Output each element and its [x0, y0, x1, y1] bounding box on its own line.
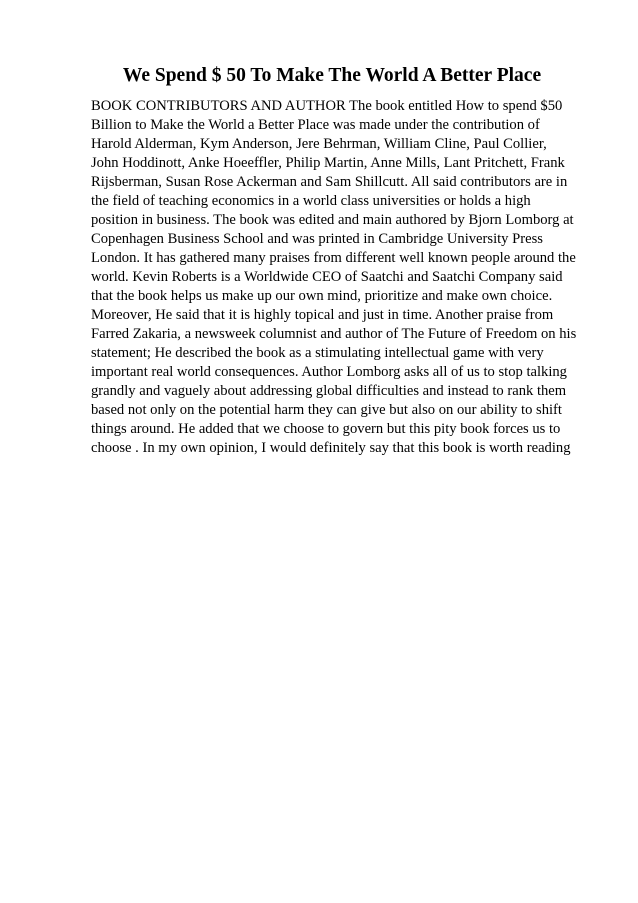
text-line: things around. He added that we choose to govern but this pity book forces us to	[91, 421, 561, 437]
text-line: world. Kevin Roberts is a Worldwide CEO of Saatchi and Saatchi Company said	[91, 269, 563, 285]
text-line: based not only on the potential harm they can give but also on our ability to shift	[91, 402, 562, 418]
text-line: Harold Alderman, Kym Anderson, Jere Behrman, William Cline, Paul Collier,	[91, 136, 547, 152]
document-title: We Spend $ 50 To Make The World A Better Place	[122, 65, 542, 86]
text-line: the field of teaching economics in a world class universities or holds a high	[91, 193, 531, 209]
text-line: BOOK CONTRIBUTORS AND AUTHOR The book entitled How to spend $50	[91, 98, 563, 114]
text-line: John Hoddinott, Anke Hoeeffler, Philip Martin, Anne Mills, Lant Pritchett, Frank	[91, 155, 565, 171]
text-line: choose . In my own opinion, I would definitely say that this book is worth reading	[91, 440, 571, 456]
text-line: Copenhagen Business School and was printed in Cambridge University Press	[91, 231, 543, 247]
text-line: London. It has gathered many praises from different well known people around the	[91, 250, 576, 266]
text-line: Farred Zakaria, a newsweek columnist and author of The Future of Freedom on his	[91, 326, 577, 342]
text-line: Rijsberman, Susan Rose Ackerman and Sam Shillcutt. All said contributors are in	[91, 174, 568, 190]
text-line: position in business. The book was edited and main authored by Bjorn Lomborg at	[91, 212, 574, 228]
text-line: grandly and vaguely about addressing global difficulties and instead to rank them	[91, 383, 567, 399]
text-line: important real world consequences. Author Lomborg asks all of us to stop talking	[91, 364, 567, 380]
body-paragraph	[91, 97, 591, 458]
text-line: Moreover, He said that it is highly topical and just in time. Another praise from	[91, 307, 554, 323]
text-line: statement; He described the book as a stimulating intellectual game with very	[91, 345, 544, 361]
text-line: that the book helps us make up our own mind, prioritize and make own choice.	[91, 288, 553, 304]
text-line: Billion to Make the World a Better Place was made under the contribution of	[91, 117, 540, 133]
